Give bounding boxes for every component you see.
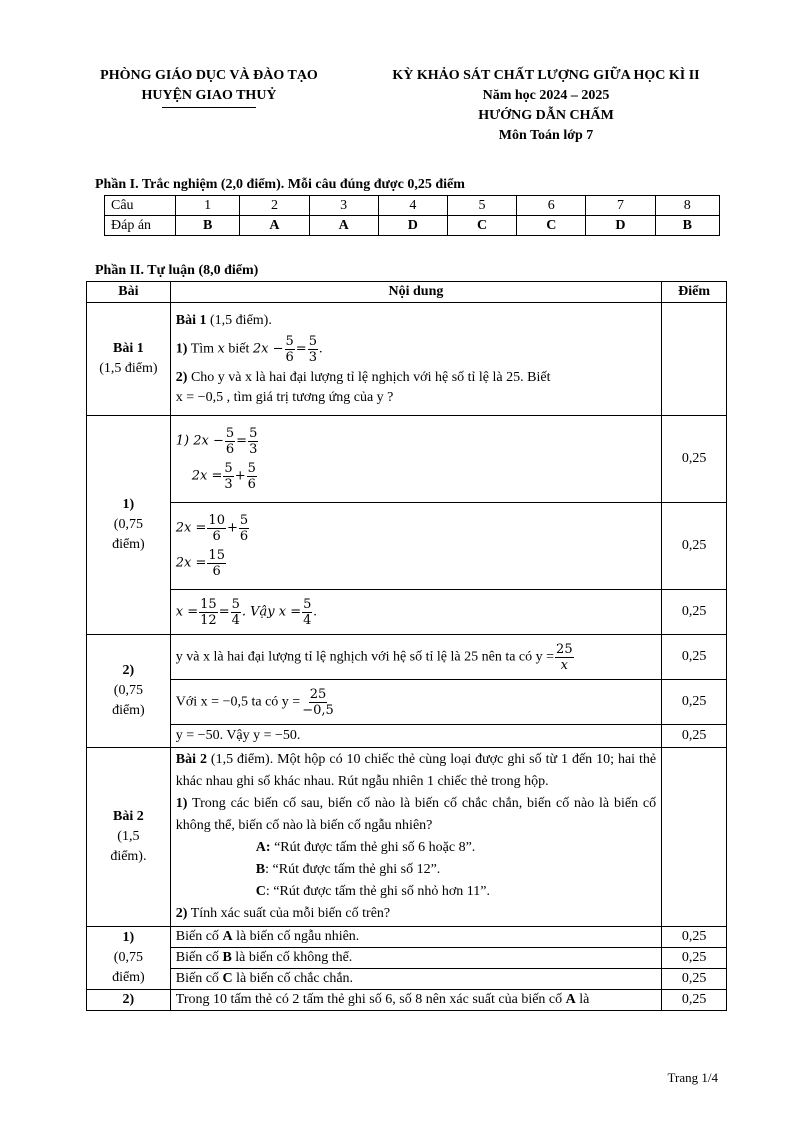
bai1-q2-num: 2) (175, 369, 188, 385)
bai1-2-row-1 (87, 635, 727, 680)
question-8: 8 (655, 196, 719, 216)
bai2-label: Bài 2 (113, 809, 144, 824)
bai2-1-event-b: Biến cố B là biến cố không thể. (170, 948, 661, 969)
header-left (78, 66, 340, 108)
part1-title: Phần I. Trắc nghiệm (2,0 điểm). Mỗi câu đúng được 0,25 điểm (95, 177, 465, 192)
bai2-score-cell (662, 748, 727, 927)
school-year: Năm học 2024 – 2025 (482, 88, 610, 103)
bai1-q1-num: 1) (175, 341, 188, 357)
bai2-content: Bài 2 (1,5 điểm). Một hộp có 10 chiếc thẻ cùng loại được ghi số từ 1 đến 10; hai thẻ khác nhau ghi số khác nhau. Rút ngẫu nhiên 1 chiếc thẻ trong hộp. 1) Trong các biến cố sau, biến cố nào là biến cố chắc chắn, biến cố nào là biến cố không thể, biến cố nào là biến cố ngẫu nhiên? A: “Rút được tấm thẻ ghi số 6 hoặc 8”. B: “Rút được tấm thẻ ghi số 12”. C: “Rút được tấm thẻ ghi số nhỏ hơn 11”. 2) Tính xác suất của mỗi biến cố trên? (170, 748, 661, 927)
bai2-1-score2: 0,25 (662, 948, 727, 969)
question-label: Câu (105, 196, 176, 216)
bai1-1-label: 1) (122, 497, 135, 512)
question-1: 1 (176, 196, 240, 216)
part2-title: Phần II. Tự luận (8,0 điểm) (95, 263, 259, 278)
col-noidung: Nội dung (170, 282, 661, 303)
question-3: 3 (309, 196, 378, 216)
bai1-heading: Bài 1 (175, 312, 207, 328)
bai1-heading-points: (1,5 điểm). (206, 312, 272, 328)
answer-4: D (378, 216, 447, 236)
exam-title: KỲ KHẢO SÁT CHẤT LƯỢNG GIỮA HỌC KÌ II (392, 68, 700, 83)
question-row (105, 196, 720, 216)
bai1-content: Bài 1 (1,5 điểm). 1) Tìm x biết 2x − $\frac{5}{6}$ = $\frac{5}{3}$ . 2) Cho y và x là hai đại lượng tỉ lệ nghịch với hệ số tỉ lệ là 25. Biết x = −0,5 , tìm giá trị tương ứng của y ? (170, 303, 661, 416)
bai1-1-step1: 1) 2x − $\frac{5}{6}$ = $\frac{5}{3}$ 2x = $\frac{5}{3}$ + $\frac{5}{6}$ (170, 416, 661, 503)
bai2-1-row-1 (87, 927, 727, 948)
answer-8: B (655, 216, 719, 236)
bai2-1-event-c: Biến cố C là biến cố chắc chắn. (170, 969, 661, 990)
bai1-2-points-b: điểm) (112, 703, 145, 718)
bai1-2-label-cell (87, 635, 171, 748)
bai2-1-score3: 0,25 (662, 969, 727, 990)
bai2-1-score1: 0,25 (662, 927, 727, 948)
bai1-2-step1: y và x là hai đại lượng tỉ lệ nghịch với hệ số tỉ lệ là 25 nên ta có y = $\frac{25}{x}$ (170, 635, 661, 680)
bai1-1-score1: 0,25 (662, 416, 727, 503)
question-5: 5 (447, 196, 516, 216)
question-7: 7 (586, 196, 655, 216)
question-6: 6 (517, 196, 586, 216)
bai1-q1-text: Tìm (187, 341, 218, 357)
bai1-2-label: 2) (122, 663, 135, 678)
bai2-points-b: điểm). (110, 849, 147, 864)
subject: Môn Toán lớp 7 (498, 128, 594, 143)
bai1-2-points-a: (0,75 (113, 683, 143, 698)
page-number: Trang 1/4 (667, 1070, 718, 1085)
table-header (87, 282, 727, 303)
bai1-1-points-a: (0,75 (113, 517, 143, 532)
bai1-1-score3: 0,25 (662, 590, 727, 635)
answer-6: C (517, 216, 586, 236)
bai2-2-label: 2) (87, 990, 171, 1011)
bai1-1-step3: x = $\frac{15}{12}$ = $\frac{5}{4}$ . Vậy x = $\frac{5}{4}$ . (170, 590, 661, 635)
bai2-1-label: 1) (122, 930, 135, 945)
bai1-label-cell (87, 303, 171, 416)
bai1-1-step2: 2x = $\frac{10}{6}$ + $\frac{5}{6}$ 2x = $\frac{15}{6}$ (170, 503, 661, 590)
bai2-1-label-cell (87, 927, 171, 990)
bai2-1-event-a: Biến cố A là biến cố ngẫu nhiên. (170, 927, 661, 948)
col-bai: Bài (87, 282, 171, 303)
bai1-2-score1: 0,25 (662, 635, 727, 680)
frac-5-3: $\frac{5}{3}$ (308, 333, 317, 365)
header-underline (162, 107, 256, 108)
col-diem: Điểm (662, 282, 727, 303)
district-name: HUYỆN GIAO THUỶ (141, 88, 277, 103)
department-name: PHÒNG GIÁO DỤC VÀ ĐÀO TẠO (100, 68, 318, 83)
bai1-1-row-1 (87, 416, 727, 503)
question-2: 2 (240, 196, 309, 216)
guide-title: HƯỚNG DẪN CHẤM (478, 108, 614, 123)
bai1-2-score2: 0,25 (662, 680, 727, 725)
bai1-q1-text2: biết (224, 341, 253, 357)
bai1-q2-text: Cho y và x là hai đại lượng tỉ lệ nghịch với hệ số tỉ lệ là 25. Biết (187, 369, 551, 385)
bai1-2-step2: Với x = −0,5 ta có y = $\frac{25}{-0,5}$ (170, 680, 661, 725)
bai2-2-row-1 (87, 990, 727, 1011)
bai1-1-row-3 (87, 590, 727, 635)
bai2-1-row-3 (87, 969, 727, 990)
bai1-1-label-cell (87, 416, 171, 635)
answer-row (105, 216, 720, 236)
bai2-1-row-2 (87, 948, 727, 969)
answer-2: A (240, 216, 309, 236)
bai1-q2-text2: x = −0,5 , tìm giá trị tương ứng của y ? (175, 389, 394, 405)
answer-key-table (104, 195, 720, 236)
question-4: 4 (378, 196, 447, 216)
header-right (362, 66, 730, 146)
answer-label: Đáp án (105, 216, 176, 236)
answer-3: A (309, 216, 378, 236)
bai2-2-step1: Trong 10 tấm thẻ có 2 tấm thẻ ghi số 6, số 8 nên xác suất của biến cố A là (170, 990, 661, 1011)
bai1-points: (1,5 điểm) (99, 361, 158, 376)
bai2-label-cell (87, 748, 171, 927)
answer-5: C (447, 216, 516, 236)
bai1-2-row-3 (87, 725, 727, 748)
bai1-2-row-2 (87, 680, 727, 725)
answer-1: B (176, 216, 240, 236)
bai1-1-score2: 0,25 (662, 503, 727, 590)
bai2-row (87, 748, 727, 927)
bai1-score-cell (662, 303, 727, 416)
bai1-2-step3: y = −50. Vậy y = −50. (170, 725, 661, 748)
bai2-points-a: (1,5 (117, 829, 140, 844)
bai1-1-points-b: điểm) (112, 537, 145, 552)
essay-grading-table (86, 281, 727, 1011)
bai1-label: Bài 1 (113, 341, 144, 356)
bai1-row (87, 303, 727, 416)
bai2-1-points-a: (0,75 (113, 950, 143, 965)
bai1-1-row-2 (87, 503, 727, 590)
answer-7: D (586, 216, 655, 236)
frac-5-6: $\frac{5}{6}$ (285, 333, 294, 365)
bai1-2-score3: 0,25 (662, 725, 727, 748)
bai2-1-points-b: điểm) (112, 970, 145, 985)
bai2-2-score1: 0,25 (662, 990, 727, 1011)
